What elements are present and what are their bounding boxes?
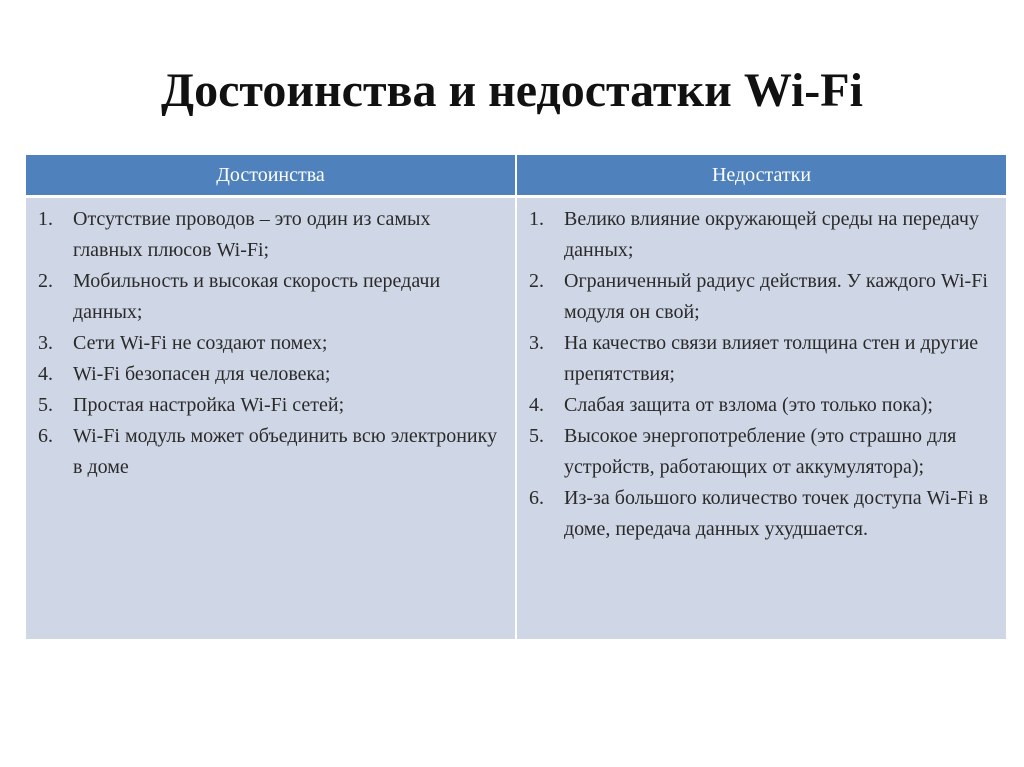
list-item (26, 359, 505, 390)
item-text: Wi-Fi модуль может объединить всю электронику в доме (73, 425, 498, 478)
disadvantages-cell (516, 197, 1006, 640)
table-header-row (26, 155, 1006, 197)
item-number: 6. (529, 487, 544, 509)
item-text: На качество связи влияет толщина стен и другие препятствия; (564, 332, 979, 385)
comparison-table (26, 155, 1006, 639)
list-item (517, 421, 996, 483)
item-number: 1. (38, 208, 53, 230)
table-body-row (26, 197, 1006, 640)
list-item (517, 390, 996, 421)
list-item (517, 266, 996, 328)
advantages-cell (26, 197, 516, 640)
list-item (26, 390, 505, 421)
list-item (26, 421, 505, 483)
item-number: 1. (529, 208, 544, 230)
list-item (26, 204, 505, 266)
header-advantages: Достоинства (26, 155, 516, 197)
list-item (517, 483, 996, 545)
item-text: Высокое энергопотребление (это страшно для устройств, работающих от аккумулятора); (564, 425, 957, 478)
advantages-list (26, 204, 505, 483)
item-number: 5. (38, 394, 53, 416)
item-number: 4. (38, 363, 53, 385)
item-number: 3. (38, 332, 53, 354)
slide-title: Достоинства и недостатки Wi-Fi (161, 64, 863, 117)
item-text: Слабая защита от взлома (это только пока); (564, 394, 933, 416)
item-text: Велико влияние окружающей среды на передачу данных; (564, 208, 979, 261)
list-item (517, 328, 996, 390)
list-item (26, 328, 505, 359)
list-item (26, 266, 505, 328)
header-disadvantages: Недостатки (516, 155, 1006, 197)
list-item (517, 204, 996, 266)
item-number: 2. (38, 270, 53, 292)
item-number: 5. (529, 425, 544, 447)
item-number: 6. (38, 425, 53, 447)
item-text: Из-за большого количество точек доступа Wi-Fi в доме, передача данных ухудшается. (564, 487, 989, 540)
item-number: 3. (529, 332, 544, 354)
item-text: Wi-Fi безопасен для человека; (73, 363, 331, 385)
item-text: Простая настройка Wi-Fi сетей; (73, 394, 345, 416)
item-number: 4. (529, 394, 544, 416)
item-text: Мобильность и высокая скорость передачи данных; (73, 270, 441, 323)
item-text: Отсутствие проводов – это один из самых главных плюсов Wi-Fi; (73, 208, 431, 261)
item-text: Сети Wi-Fi не создают помех; (73, 332, 328, 354)
item-text: Ограниченный радиус действия. У каждого Wi-Fi модуля он свой; (564, 270, 988, 323)
item-number: 2. (529, 270, 544, 292)
disadvantages-list (517, 204, 996, 545)
table (26, 155, 1006, 639)
